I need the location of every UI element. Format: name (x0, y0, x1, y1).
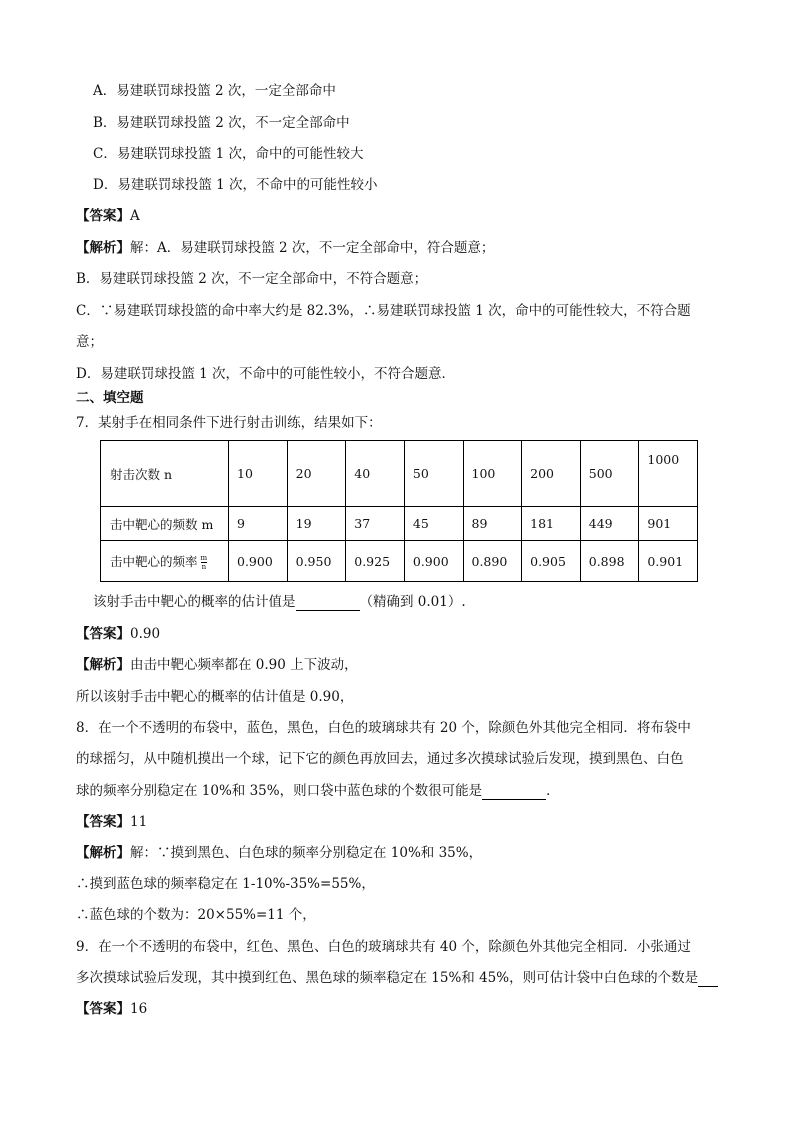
answer-blank (698, 986, 718, 987)
table-row-hits (101, 507, 698, 541)
q6-analysis-line-3: C．∵易建联罚球投篮的命中率大约是 82.3%，∴易建联罚球投篮 1 次，命中的可能性较大，不符合题 (76, 303, 691, 319)
table-cell: 45 (404, 507, 463, 541)
row-header-frequency: 击中靶心的频率 $\frac{m}{n}$ (101, 541, 229, 582)
q7-answer: 【答案】0.90 (76, 626, 161, 642)
answer-blank (482, 799, 546, 800)
table-cell: 500 (580, 441, 639, 507)
q8-stem-line-2: 的球摇匀，从中随机摸出一个球，记下它的颜色再放回去，通过多次摸球试验后发现，摸到黑色、白色 (76, 751, 684, 767)
table-cell: 0.905 (522, 541, 581, 582)
table-cell: 89 (463, 507, 522, 541)
table-cell: 50 (404, 441, 463, 507)
table-cell: 0.950 (287, 541, 346, 582)
shooting-table (100, 440, 698, 582)
table-cell: 901 (639, 507, 698, 541)
table-cell: 0.925 (346, 541, 405, 582)
table-cell: 200 (522, 441, 581, 507)
table-cell: 0.900 (229, 541, 288, 582)
table-cell: 37 (346, 507, 405, 541)
option-a: A．易建联罚球投篮 2 次，一定全部命中 (93, 83, 336, 99)
q9-answer: 【答案】16 (76, 1001, 148, 1017)
table-cell: 40 (346, 441, 405, 507)
table-cell (639, 441, 698, 507)
table-cell-value: 1000 (647, 452, 680, 467)
table-cell: 19 (287, 507, 346, 541)
table-cell: 9 (229, 507, 288, 541)
q7-analysis-line-2: 所以该射手击中靶心的概率的估计值是 0.90， (76, 689, 354, 705)
table-cell: 0.898 (580, 541, 639, 582)
section-title: 二、填空题 (76, 390, 144, 406)
table-cell: 0.901 (639, 541, 698, 582)
table-row-shots (101, 441, 698, 507)
table-cell: 20 (287, 441, 346, 507)
q6-answer: 【答案】A (76, 208, 140, 224)
q8-analysis-line-2: ∴摸到蓝色球的频率稳定在 1-10%-35%=55%， (76, 876, 375, 892)
answer-blank (296, 610, 360, 611)
fraction-m-over-n: $\frac{m}{n}$ (200, 553, 208, 571)
q6-analysis-line-2: B．易建联罚球投篮 2 次，不一定全部命中，不符合题意； (76, 271, 428, 287)
table-cell: 449 (580, 507, 639, 541)
q7-analysis-line-1: 【解析】由击中靶心频率都在 0.90 上下波动， (76, 657, 358, 673)
table-cell: 100 (463, 441, 522, 507)
q8-analysis-line-3: ∴蓝色球的个数为：20×55%=11 个， (76, 907, 316, 923)
q7-question: 该射手击中靶心的概率的估计值是 （精确到 0.01）. (93, 594, 466, 610)
q6-analysis-line-1: 【解析】解：A．易建联罚球投篮 2 次，不一定全部命中，符合题意； (76, 240, 495, 256)
q8-analysis-line-1: 【解析】解：∵摸到黑色、白色球的频率分别稳定在 10%和 35%， (76, 845, 483, 861)
option-c: C．易建联罚球投篮 1 次，命中的可能性较大 (93, 146, 364, 162)
row-header-shots: 射击次数 n (101, 441, 229, 507)
q9-stem-line-2: 多次摸球试验后发现，其中摸到红色、黑色球的频率稳定在 15%和 45%，则可估计袋中白色球的个数是 (76, 969, 718, 987)
q9-stem-line-1: 9．在一个不透明的布袋中，红色、黑色、白色的玻璃球共有 40 个，除颜色外其他完全相同．小张通过 (76, 939, 691, 955)
q8-stem-line-1: 8．在一个不透明的布袋中，蓝色，黑色，白色的玻璃球共有 20 个，除颜色外其他完全相同．将布袋中 (76, 720, 691, 736)
table-cell: 0.900 (404, 541, 463, 582)
q8-stem-line-3: 球的频率分别稳定在 10%和 35%，则口袋中蓝色球的个数很可能是 ． (76, 783, 560, 799)
q8-answer: 【答案】11 (76, 814, 148, 830)
table-cell: 10 (229, 441, 288, 507)
q7-stem: 7．某射手在相同条件下进行射击训练，结果如下： (76, 415, 382, 431)
table-cell: 0.890 (463, 541, 522, 582)
q6-analysis-line-5: D．易建联罚球投篮 1 次，不命中的可能性较小，不符合题意． (76, 366, 455, 382)
option-b: B．易建联罚球投篮 2 次，不一定全部命中 (93, 115, 350, 131)
q6-analysis-line-4: 意； (76, 334, 103, 350)
option-d: D．易建联罚球投篮 1 次，不命中的可能性较小 (93, 177, 378, 193)
table-row-frequency (101, 541, 698, 582)
table-cell: 181 (522, 507, 581, 541)
row-header-hits: 击中靶心的频数 m (101, 507, 229, 541)
